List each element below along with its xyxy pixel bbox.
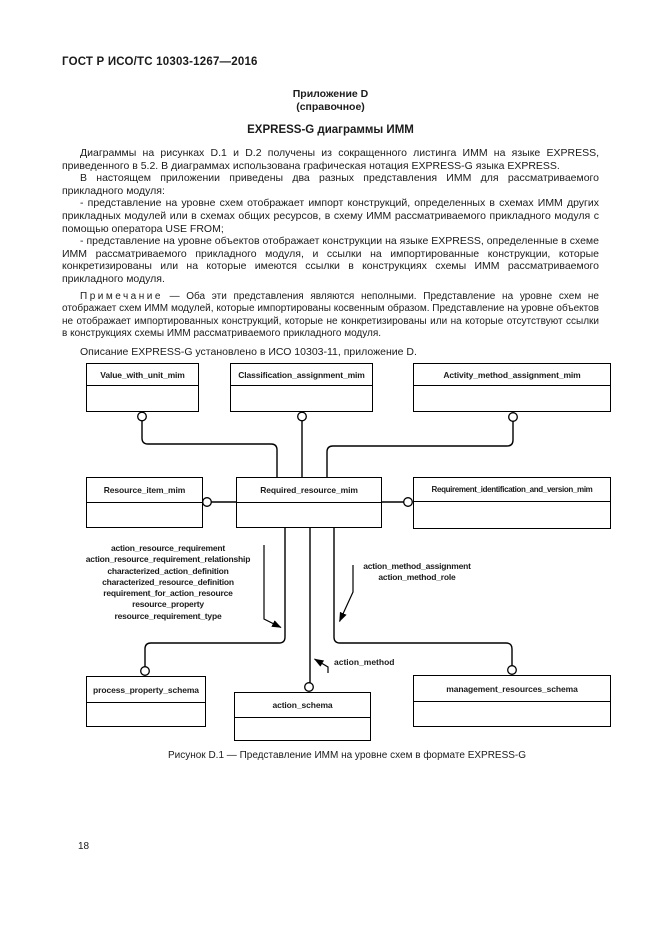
note-text: — Оба эти представления являются неполными. Представление на уровне схем не отображает схем ИММ модулей, которые импортированы косвенным образом. Представление на уровне объектов не отображает импортированных конструкций, которые не конкретизированы или на которые отсутствуют ссылки в конструкциях схемы ИММ рассматриваемого прикладного модуля. xyxy=(62,290,599,340)
connector-circle xyxy=(508,666,517,675)
figure-caption: Рисунок D.1 — Представление ИММ на уровне схем в формате EXPRESS-G xyxy=(167,750,527,761)
schema-box-empty-compartment xyxy=(237,503,381,527)
paragraph: В настоящем приложении приведены два разных представления ИММ для рассматриваемого прикладного модуля: xyxy=(62,172,599,197)
leader-action-method-assignment-arrow xyxy=(340,565,354,622)
right-attribute-label-list xyxy=(352,561,482,584)
schema-box-label: action_schema xyxy=(235,693,370,718)
leader-action-method-arrow xyxy=(315,659,329,673)
schema-box-empty-compartment xyxy=(87,503,202,527)
note-label: Примечание xyxy=(80,290,163,302)
schema-box-required-resource-mim xyxy=(236,477,382,528)
schema-box-empty-compartment xyxy=(231,386,372,411)
list-item-schema-level: - представление на уровне схем отображает импорт конструкций, определенных в схемах ИММ других прикладных модулей или в схемах общих ресурсов, в схему ИММ рассматриваемого прикладного модуля с помощью оператора USE FROM; xyxy=(62,197,599,235)
attribute-label: action_resource_requirement xyxy=(110,543,226,553)
page-number: 18 xyxy=(78,841,90,852)
attribute-label: characterized_resource_definition xyxy=(102,576,234,587)
annex-title-block xyxy=(62,88,599,136)
schema-box-empty-compartment xyxy=(235,718,370,740)
schema-box-label: Resource_item_mim xyxy=(87,478,202,503)
schema-box-label: Requirement_identification_and_version_mim xyxy=(414,478,610,502)
attribute-label: characterized_action_definition xyxy=(107,565,229,576)
schema-box-value-with-unit-mim xyxy=(86,363,199,412)
schema-box-label: Classification_assignment_mim xyxy=(231,364,372,386)
schema-box-empty-compartment xyxy=(414,502,610,528)
attribute-label: action_method_role xyxy=(378,572,456,583)
express-g-diagram xyxy=(0,355,661,775)
edge-activity-to-required xyxy=(327,421,513,477)
schema-box-empty-compartment xyxy=(414,386,610,411)
connector-circle xyxy=(138,412,147,421)
schema-box-resource-item-mim xyxy=(86,477,203,528)
attribute-label: resource_property xyxy=(132,599,204,610)
body-text xyxy=(62,147,599,359)
document-header: ГОСТ Р ИСО/ТС 10303-1267—2016 xyxy=(62,56,258,68)
connector-circle xyxy=(203,498,212,507)
attribute-label: resource_requirement_type xyxy=(114,610,222,621)
annex-heading: EXPRESS-G диаграммы ИММ xyxy=(247,124,414,136)
schema-box-label: process_property_schema xyxy=(87,677,205,703)
schema-box-empty-compartment xyxy=(414,702,610,726)
connector-circle xyxy=(141,667,150,676)
schema-box-label: Activity_method_assignment_mim xyxy=(414,364,610,386)
note-paragraph xyxy=(62,291,599,341)
annex-subtitle: (справочное) xyxy=(296,101,365,113)
schema-box-management-resources-schema xyxy=(413,675,611,727)
paragraph: Описание EXPRESS-G установлено в ИСО 10303-11, приложение D. xyxy=(80,345,417,358)
schema-box-process-property-schema xyxy=(86,676,206,727)
attribute-label: requirement_for_action_resource xyxy=(103,588,233,599)
left-attribute-label-list xyxy=(63,543,273,622)
list-item-entity-level: - представление на уровне объектов отображает конструкции на языке EXPRESS, определенные в схеме ИММ рассматриваемого прикладного модуля, и ссылки на импортированные конструкции, которые конкретизированы или на которые имеются ссылки в конструкциях схемы ИММ рассматриваемого прикладного модуля. xyxy=(62,235,599,285)
edge-value-to-required xyxy=(142,420,277,477)
connector-circle xyxy=(305,683,314,692)
attribute-label: action_method_assignment xyxy=(363,561,471,571)
annex-title: Приложение D xyxy=(292,88,369,100)
schema-box-requirement-identification-and-version-mim xyxy=(413,477,611,529)
schema-box-action-schema xyxy=(234,692,371,741)
connector-circle xyxy=(509,413,518,422)
schema-box-label: Value_with_unit_mim xyxy=(87,364,198,386)
schema-box-empty-compartment xyxy=(87,386,198,411)
edge-required-to-management-resources xyxy=(334,528,512,666)
attribute-label: action_resource_requirement_relationship xyxy=(85,554,251,565)
schema-box-classification-assignment-mim xyxy=(230,363,373,412)
schema-box-label: management_resources_schema xyxy=(414,676,610,702)
schema-box-label: Required_resource_mim xyxy=(237,478,381,503)
paragraph: Диаграммы на рисунках D.1 и D.2 получены из сокращенного листинга ИММ на языке EXPRESS, приведенного в 5.2. В диаграммах использована графическая нотация EXPRESS-G языка EXPRESS. xyxy=(62,147,599,172)
connector-circle xyxy=(404,498,413,507)
connector-circle xyxy=(298,412,307,421)
action-method-label: action_method xyxy=(334,657,395,667)
schema-box-activity-method-assignment-mim xyxy=(413,363,611,412)
schema-box-empty-compartment xyxy=(87,703,205,726)
